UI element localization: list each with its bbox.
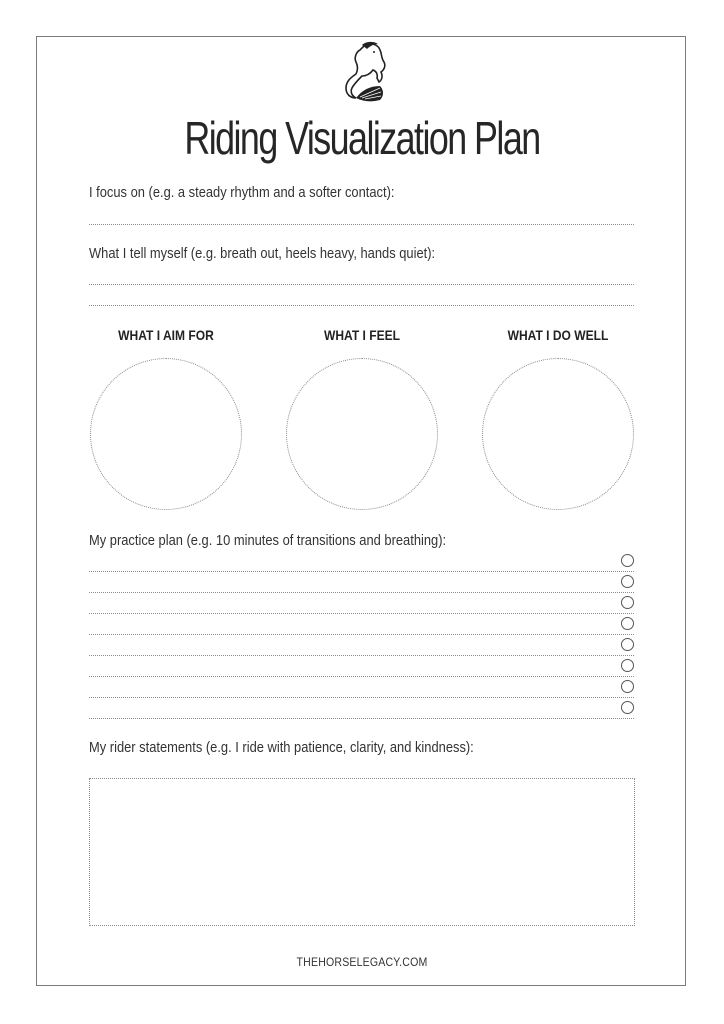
focus-label: I focus on (e.g. a steady rhythm and a softer contact): (89, 184, 395, 201)
aim-for-circle[interactable] (90, 358, 242, 510)
horse-logo-icon (334, 40, 394, 104)
practice-plan-line[interactable] (89, 571, 634, 572)
practice-plan-label: My practice plan (e.g. 10 minutes of transitions and breathing): (89, 532, 447, 549)
practice-plan-line[interactable] (89, 697, 634, 698)
practice-plan-line[interactable] (89, 676, 634, 677)
practice-checkbox[interactable] (621, 617, 634, 630)
practice-checkbox[interactable] (621, 701, 634, 714)
self-talk-write-line[interactable] (89, 284, 634, 285)
practice-checkbox[interactable] (621, 596, 634, 609)
page-title: Riding Visualization Plan (184, 112, 540, 164)
practice-checkbox[interactable] (621, 680, 634, 693)
do-well-heading: WHAT I DO WELL (507, 327, 609, 343)
practice-plan-line[interactable] (89, 634, 634, 635)
practice-plan-line[interactable] (89, 613, 634, 614)
rider-statements-box[interactable] (89, 778, 635, 926)
aim-for-heading: WHAT I AIM FOR (118, 327, 214, 343)
website-footer: THEHORSELEGACY.COM (296, 955, 428, 969)
do-well-circle[interactable] (482, 358, 634, 510)
practice-checkbox[interactable] (621, 554, 634, 567)
practice-plan-line[interactable] (89, 655, 634, 656)
feel-circle[interactable] (286, 358, 438, 510)
practice-plan-line[interactable] (89, 592, 634, 593)
rider-statements-label: My rider statements (e.g. I ride with patience, clarity, and kindness): (89, 739, 474, 756)
practice-plan-line[interactable] (89, 718, 634, 719)
practice-checkbox[interactable] (621, 575, 634, 588)
practice-checkbox[interactable] (621, 638, 634, 651)
feel-heading: WHAT I FEEL (323, 327, 401, 343)
practice-checkbox[interactable] (621, 659, 634, 672)
focus-write-line[interactable] (89, 224, 634, 225)
self-talk-label: What I tell myself (e.g. breath out, heels heavy, hands quiet): (89, 245, 436, 262)
self-talk-write-line[interactable] (89, 305, 634, 306)
